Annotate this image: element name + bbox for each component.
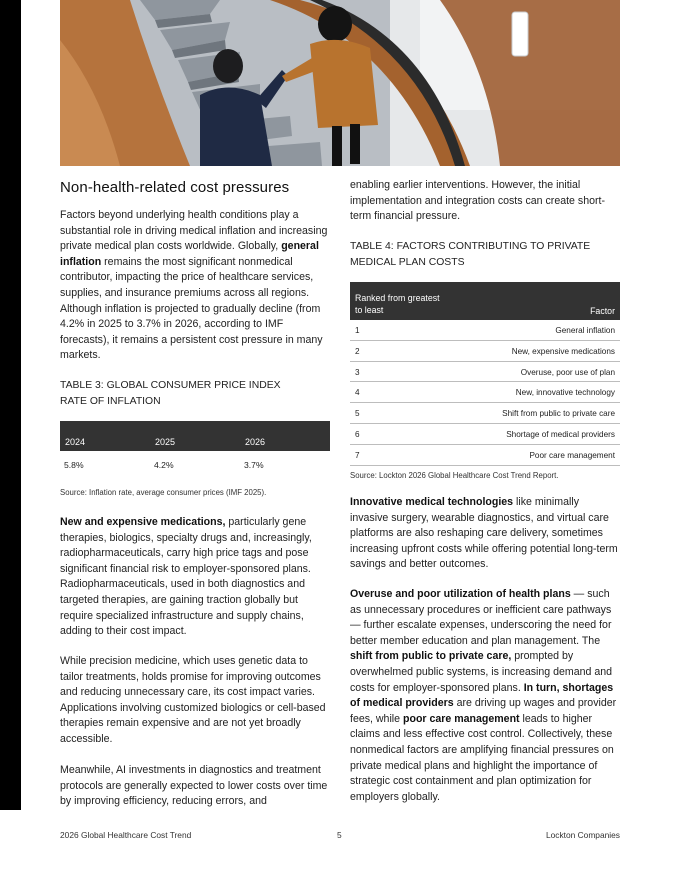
technologies-paragraph: Innovative medical technologies like minimally invasive surgery, wearable diagnostics, and virtual care platforms are also reshaping care delivery, sometimes increasing upfront costs while offering potential long-term savings and better outcomes. [350,496,618,571]
precision-medicine-paragraph: While precision medicine, which uses genetic data to tailor treatments, holds promise for improving outcomes and reducing unnecessary care, its cost impact varies. Applications involving customized biologics or cell-based therapies remain expensive and are not yet broadly accessible. [60,655,326,745]
intro-paragraph: Factors beyond underlying health conditions play a substantial role in driving medical inflation and increasing private medical plan costs worldwide. Globally, general inflation remains the most significant nonmedical contributor, impacting the price of healthcare services, supplies, and insurance premiums across all regions. Although inflation is projected to gradually decline (from 4.2% in 2025 to 3.7% in 2026, according to IMF forecasts), it remains a persistent cost pressure in many markets. [60,209,328,362]
table-row [60,451,330,481]
table4-rank: 2 [355,346,360,356]
table-row [350,341,620,362]
footer-company: Lockton Companies [545,830,620,840]
table4-title: TABLE 4: FACTORS CONTRIBUTING TO PRIVATE MEDICAL PLAN COSTS [350,241,591,268]
table-row [350,382,620,403]
table3 [60,421,330,481]
table4-rank: 3 [355,367,360,377]
table4-factor: General inflation [555,326,615,335]
table-row [350,424,620,445]
ai-paragraph: Meanwhile, AI investments in diagnostics and treatment protocols are generally expected to lower costs over time by improving efficiency, reducing errors, and [60,764,328,808]
table4-rank: 5 [355,409,360,419]
footer-page-number: 5 [337,830,342,840]
table4 [350,282,620,466]
table3-title: TABLE 3: GLOBAL CONSUMER PRICE INDEX RATE OF INFLATION [60,380,281,407]
table3-value-2025: 4.2% [154,460,174,470]
table3-value-2026: 3.7% [244,460,264,470]
footer-report-title: 2026 Global Healthcare Cost Trend [60,830,192,840]
staircase-illustration [60,0,620,166]
table-row [350,445,620,466]
table3-header-2025: 2025 [155,437,176,447]
table4-factor: Overuse, poor use of plan [520,367,615,377]
medications-paragraph: New and expensive medications, particularly gene therapies, biologics, specialty drugs and, increasingly, radiopharmaceuticals, carry high price tags and pose significant financial risk to employer-sponsored plans. Radiopharmaceuticals, used in both diagnostics and targeted therapies, are gaining traction globally but require specialized infrastructure and supply chains, adding to their cost impact. [60,516,312,638]
table3-header-2024: 2024 [65,437,86,447]
table4-factor: New, innovative technology [515,388,615,398]
table-row [350,403,620,424]
table3-source: Source: Inflation rate, average consumer prices (IMF 2025). [60,488,267,497]
table4-factor: Poor care management [529,450,615,460]
table4-rank: 4 [355,388,360,398]
table3-header-row [60,421,330,451]
table3-value-2024: 5.8% [64,460,84,470]
table4-rank: 1 [355,326,360,335]
continuation-paragraph: enabling earlier interventions. However, the initial implementation and integration costs can create short-term financial pressure. [350,179,605,223]
table4-header-factor: Factor [590,306,615,316]
table4-header-row [350,282,620,320]
hero-photo [60,0,620,166]
table4-source: Source: Lockton 2026 Global Healthcare Cost Trend Report. [350,471,559,480]
table4-factor: Shift from public to private care [502,409,615,419]
section-title: Non-health-related cost pressures [60,179,290,196]
table3-header-2026: 2026 [245,437,266,447]
table-row [350,320,620,341]
table4-header-rank: Ranked from greatest to least [355,293,440,315]
table4-rank: 7 [355,450,360,460]
left-edge-bar [0,0,21,810]
table4-rank: 6 [355,429,360,439]
overuse-paragraph: Overuse and poor utilization of health plans — such as unnecessary procedures or inefficient care pathways — further escalate expenses, underscoring the need for better member education and plan management. The shift from public to private care, prompted by overwhelmed public systems, is increasing demand and costs for employer-sponsored plans. In turn, shortages of medical providers are driving up wages and provider fees, while poor care management leads to higher claims and less effective cost control. Collectively, these nonmedical factors are amplifying financial pressures on private medical plans and highlight the importance of strategic cost containment and plan optimization for employers globally. [350,588,617,803]
table-row [350,362,620,383]
table4-factor: Shortage of medical providers [506,429,615,439]
table4-factor: New, expensive medications [511,346,615,356]
